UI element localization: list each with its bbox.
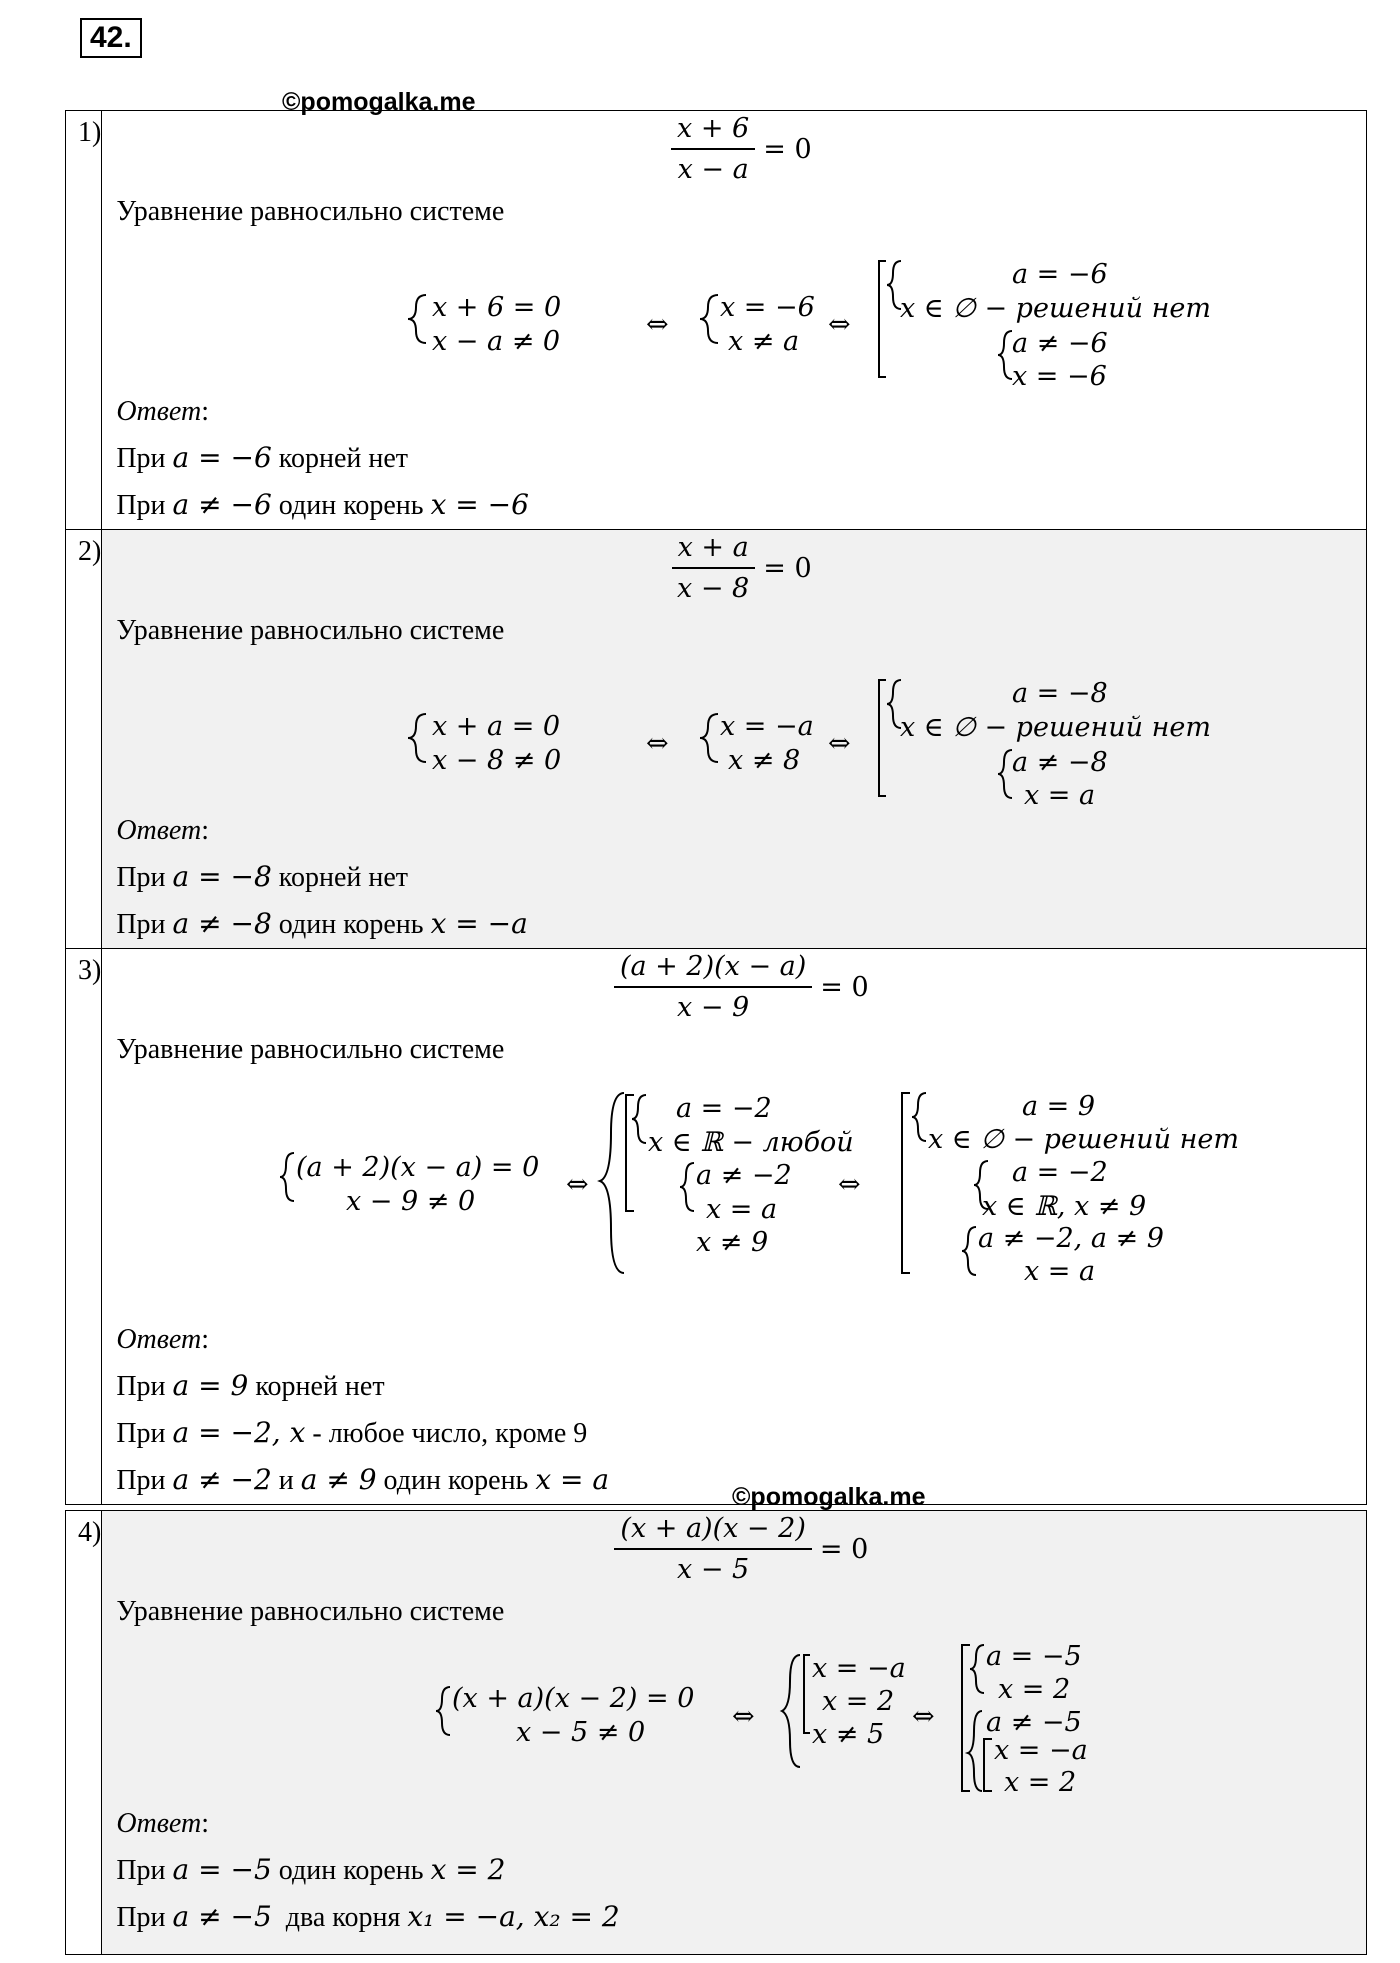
svg-text:x = a: x = a <box>706 1194 778 1225</box>
equivalent-system-text: Уравнение равносильно системе <box>116 1034 505 1065</box>
answer-line: При a ≠ −5 два корня x₁ = −a, x₂ = 2 <box>116 1900 620 1933</box>
svg-text:a ≠ −2, a ≠ 9: a ≠ −2, a ≠ 9 <box>978 1223 1165 1254</box>
solution-row-2 <box>66 530 1367 949</box>
svg-text:x = −a: x = −a <box>994 1735 1089 1766</box>
svg-text:a ≠ −8: a ≠ −8 <box>1012 747 1109 778</box>
answer-line: При a ≠ −8 один корень x = −a <box>116 907 528 940</box>
svg-text:⇔: ⇔ <box>838 1169 861 1200</box>
system-diagram <box>116 654 1366 811</box>
svg-text:⇔: ⇔ <box>566 1169 589 1200</box>
svg-text:x − 9 ≠ 0: x − 9 ≠ 0 <box>346 1186 476 1217</box>
svg-text:⇔: ⇔ <box>912 1701 935 1732</box>
answer-label: Ответ: <box>116 1324 209 1355</box>
answer-line: При a ≠ −6 один корень x = −6 <box>116 488 529 521</box>
answer-line: При a = −8 корней нет <box>116 860 409 893</box>
svg-text:a = 9: a = 9 <box>1022 1091 1096 1122</box>
solution-row-1 <box>66 111 1367 530</box>
svg-text:x = −6: x = −6 <box>720 292 816 323</box>
watermark-top: ©pomogalka.me <box>282 88 476 116</box>
svg-text:a = −5: a = −5 <box>986 1641 1083 1672</box>
system-diagram <box>116 235 1366 392</box>
svg-text:(a + 2)(x − a) = 0: (a + 2)(x − a) = 0 <box>296 1152 540 1183</box>
svg-text:x ∈ ℝ − любой: x ∈ ℝ − любой <box>648 1127 855 1158</box>
answer-line: При a = −5 один корень x = 2 <box>116 1853 506 1886</box>
svg-text:a ≠ −2: a ≠ −2 <box>696 1160 793 1191</box>
system-diagram <box>116 1073 1366 1309</box>
svg-text:x ≠ 9: x ≠ 9 <box>696 1227 769 1258</box>
part-label: 4) <box>66 1511 102 1955</box>
svg-text:⇔: ⇔ <box>732 1701 755 1732</box>
svg-text:x + a = 0: x + a = 0 <box>432 711 561 742</box>
part-content <box>102 530 1367 949</box>
part-content <box>102 949 1367 1505</box>
part-label: 1) <box>66 111 102 530</box>
svg-text:⇔: ⇔ <box>828 309 851 340</box>
solution-row-3 <box>66 949 1367 1505</box>
svg-text:a = −2: a = −2 <box>1012 1157 1109 1188</box>
equivalent-system-text: Уравнение равносильно системе <box>116 615 505 646</box>
solution-row-4 <box>66 1511 1367 1955</box>
part-content <box>102 111 1367 530</box>
svg-text:x + 6 = 0: x + 6 = 0 <box>432 292 562 323</box>
equation: $\frac{(x + a)(x - 2)}{x - 5}$ = 0 <box>116 1513 1366 1585</box>
svg-text:x ∈ ∅ − решений нет: x ∈ ∅ − решений нет <box>900 712 1212 743</box>
equation: $\frac{x + a}{x - 8}$ = 0 <box>116 532 1366 604</box>
answer-line: При a ≠ −2 и a ≠ 9 один корень x = a <box>116 1463 610 1496</box>
answer-line: При a = 9 корней нет <box>116 1369 385 1402</box>
answer-label: Ответ: <box>116 1808 209 1839</box>
watermark-middle: ©pomogalka.me <box>732 1483 926 1511</box>
svg-text:x ≠ a: x ≠ a <box>728 326 800 357</box>
svg-text:x = 2: x = 2 <box>998 1674 1071 1705</box>
svg-text:x = a: x = a <box>1024 780 1096 811</box>
answer-line: При a = −6 корней нет <box>116 441 409 474</box>
svg-text:x − a ≠ 0: x − a ≠ 0 <box>432 326 561 357</box>
svg-text:x = −6: x = −6 <box>1012 361 1108 392</box>
svg-text:a = −6: a = −6 <box>1012 259 1109 290</box>
system-diagram <box>116 1635 1366 1798</box>
part-label: 3) <box>66 949 102 1505</box>
svg-text:a = −8: a = −8 <box>1012 678 1109 709</box>
solution-table-1 <box>65 110 1367 1505</box>
svg-text:⇔: ⇔ <box>646 728 669 759</box>
svg-text:(x + a)(x − 2) = 0: (x + a)(x − 2) = 0 <box>452 1683 695 1714</box>
answer-label: Ответ: <box>116 396 209 427</box>
answer-line: При a = −2, x - любое число, кроме 9 <box>116 1416 588 1449</box>
svg-text:a ≠ −6: a ≠ −6 <box>1012 328 1109 359</box>
svg-text:x ∈ ∅ − решений нет: x ∈ ∅ − решений нет <box>900 293 1212 324</box>
answer-label: Ответ: <box>116 815 209 846</box>
equivalent-system-text: Уравнение равносильно системе <box>116 1596 505 1627</box>
problem-number: 42. <box>80 18 142 58</box>
equation: $\frac{(a + 2)(x - a)}{x - 9}$ = 0 <box>116 951 1366 1023</box>
svg-text:a = −2: a = −2 <box>676 1093 773 1124</box>
svg-text:x = 2: x = 2 <box>1004 1767 1077 1798</box>
svg-text:x ∈ ∅ − решений нет: x ∈ ∅ − решений нет <box>928 1124 1240 1155</box>
svg-text:x − 8 ≠ 0: x − 8 ≠ 0 <box>432 745 562 776</box>
svg-text:a ≠ −5: a ≠ −5 <box>986 1707 1083 1738</box>
svg-text:x ≠ 5: x ≠ 5 <box>812 1719 885 1750</box>
svg-text:x = −a: x = −a <box>720 711 815 742</box>
svg-text:x = 2: x = 2 <box>822 1686 895 1717</box>
equation: $\frac{x + 6}{x - a}$ = 0 <box>116 113 1366 185</box>
svg-text:x − 5 ≠ 0: x − 5 ≠ 0 <box>516 1717 646 1748</box>
part-label: 2) <box>66 530 102 949</box>
svg-text:x = −a: x = −a <box>812 1653 907 1684</box>
solution-table-2 <box>65 1510 1367 1955</box>
svg-text:⇔: ⇔ <box>828 728 851 759</box>
svg-text:⇔: ⇔ <box>646 309 669 340</box>
part-content <box>102 1511 1367 1955</box>
svg-text:x = a: x = a <box>1024 1256 1096 1287</box>
equivalent-system-text: Уравнение равносильно системе <box>116 196 505 227</box>
svg-text:x ≠ 8: x ≠ 8 <box>728 745 801 776</box>
svg-text:x ∈ ℝ, x ≠ 9: x ∈ ℝ, x ≠ 9 <box>982 1191 1147 1222</box>
